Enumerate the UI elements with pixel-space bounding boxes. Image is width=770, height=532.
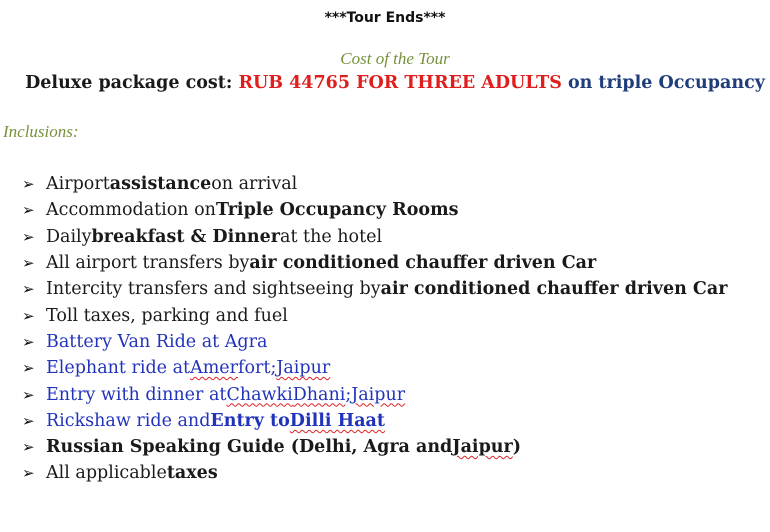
item-bold: taxes	[166, 463, 218, 484]
item-text: Russian Speaking Guide (Delhi, Agra and	[46, 437, 453, 458]
package-cost-amount: RUB 44765 FOR THREE ADULTS	[238, 73, 562, 93]
tour-ends-heading: ***Tour Ends***	[324, 10, 446, 26]
list-item	[22, 329, 727, 355]
item-text: fort;	[238, 358, 277, 379]
item-bold: assistance	[109, 174, 212, 195]
arrow-bullet-icon: ➢	[22, 201, 35, 220]
arrow-bullet-icon: ➢	[22, 359, 35, 378]
item-bold: breakfast & Dinner	[91, 226, 281, 247]
list-item	[22, 460, 727, 486]
item-text: Daily	[46, 226, 92, 247]
arrow-bullet-icon: ➢	[22, 306, 35, 325]
inclusions-list	[22, 171, 727, 487]
package-cost-label: Deluxe package cost:	[25, 73, 233, 93]
spellcheck-word: Chawki	[226, 384, 293, 405]
item-text: Intercity transfers and sightseeing by	[46, 279, 381, 300]
list-item	[22, 408, 727, 434]
arrow-bullet-icon: ➢	[22, 385, 35, 404]
item-text: ;	[345, 384, 352, 405]
arrow-bullet-icon: ➢	[22, 332, 35, 351]
list-item	[22, 381, 727, 407]
arrow-bullet-icon: ➢	[22, 254, 35, 273]
list-item	[22, 276, 727, 302]
item-text: All applicable	[46, 463, 167, 484]
item-text: All airport transfers by	[46, 253, 250, 274]
item-text: Elephant ride at	[46, 358, 191, 379]
item-text: Accommodation on	[46, 200, 216, 221]
list-item	[22, 355, 727, 381]
item-bold: Entry to	[210, 410, 290, 431]
list-item	[22, 302, 727, 328]
arrow-bullet-icon: ➢	[22, 438, 35, 457]
item-bold: Triple Occupancy Rooms	[215, 200, 459, 221]
cost-of-tour-heading: Cost of the Tour	[340, 49, 450, 68]
list-item	[22, 171, 727, 197]
list-item	[22, 197, 727, 223]
item-text: Airport	[46, 174, 110, 195]
list-item	[22, 224, 727, 250]
spellcheck-word: Amer	[190, 358, 239, 379]
item-bold: air conditioned chauffer driven Car	[380, 279, 728, 300]
list-item	[22, 434, 727, 460]
item-text: at the hotel	[280, 226, 383, 247]
arrow-bullet-icon: ➢	[22, 227, 35, 246]
item-text: on arrival	[211, 174, 298, 195]
spellcheck-word: Jaipur	[452, 437, 513, 458]
spellcheck-word: Jaipur	[351, 384, 406, 405]
arrow-bullet-icon: ➢	[22, 464, 35, 483]
arrow-bullet-icon: ➢	[22, 411, 35, 430]
spellcheck-word: Jaipur	[276, 358, 331, 379]
inclusions-heading: Inclusions:	[3, 122, 79, 141]
item-text: Battery Van Ride at Agra	[46, 331, 268, 352]
item-text: )	[512, 437, 522, 458]
spellcheck-word: Dilli Haat	[289, 410, 385, 431]
arrow-bullet-icon: ➢	[22, 280, 35, 299]
arrow-bullet-icon: ➢	[22, 175, 35, 194]
package-cost-line	[0, 73, 770, 93]
item-text: Rickshaw ride and	[46, 410, 211, 431]
item-text: Toll taxes, parking and fuel	[46, 305, 288, 326]
spellcheck-word: Dhani	[292, 384, 346, 405]
item-bold: air conditioned chauffer driven Car	[249, 253, 597, 274]
item-text: Entry with dinner at	[46, 384, 227, 405]
list-item	[22, 250, 727, 276]
package-occupancy: on triple Occupancy	[567, 73, 765, 93]
